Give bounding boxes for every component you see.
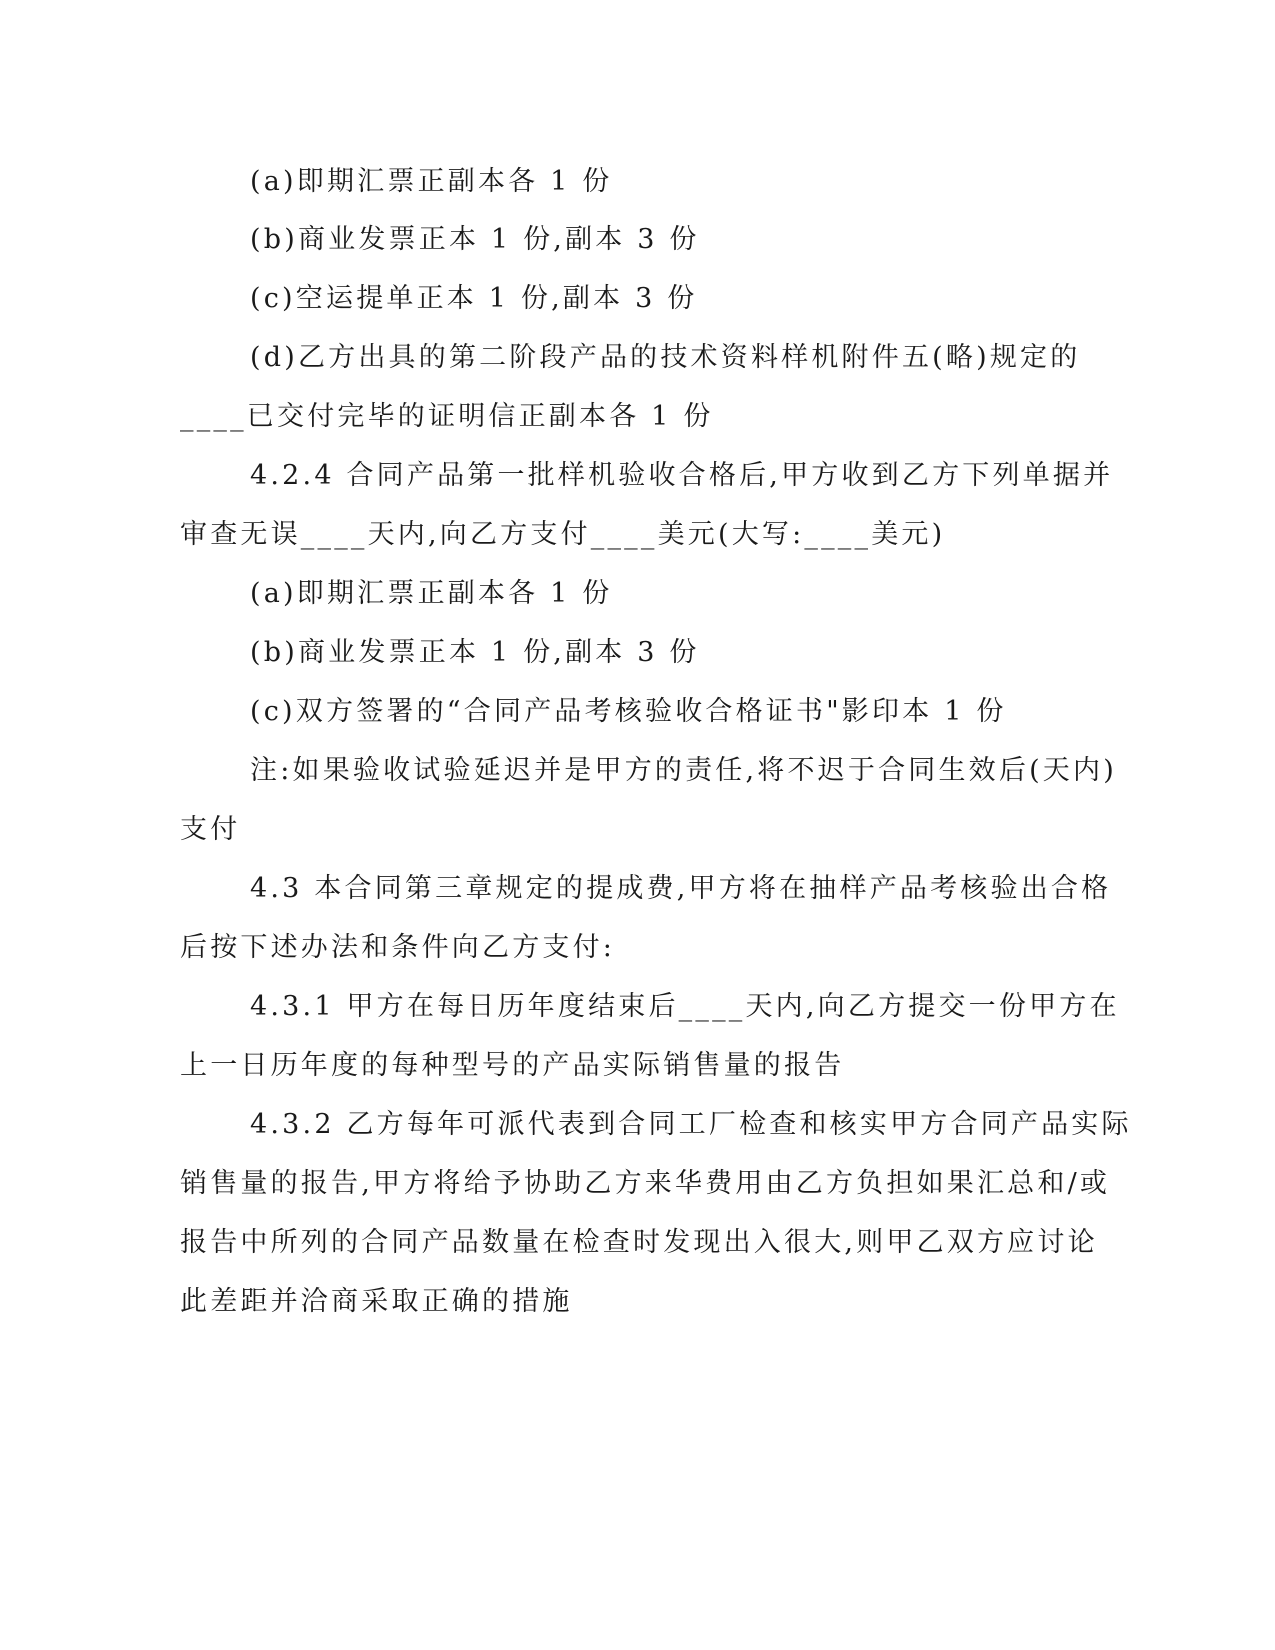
note-delay: 注:如果验收试验延迟并是甲方的责任,将不迟于合同生效后(天内) bbox=[250, 755, 1117, 786]
item-d-technical-docs: (d)乙方出具的第二阶段产品的技术资料样机附件五(略)规定的 bbox=[250, 342, 1081, 373]
item-b-commercial-invoice-2: (b)商业发票正本 1 份,副本 3 份 bbox=[250, 637, 700, 668]
clause-4-2-4-continuation: 审查无误____天内,向乙方支付____美元(大写:____美元) bbox=[180, 519, 946, 550]
clause-4-3-continuation: 后按下述办法和条件向乙方支付: bbox=[180, 932, 616, 963]
clause-4-3-2-line-2: 销售量的报告,甲方将给予协助乙方来华费用由乙方负担如果汇总和/或 bbox=[180, 1168, 1111, 1199]
item-a-bill-of-exchange: (a)即期汇票正副本各 1 份 bbox=[250, 166, 613, 197]
clause-4-3: 4.3 本合同第三章规定的提成费,甲方将在抽样产品考核验出合格 bbox=[250, 873, 1112, 904]
item-a-bill-of-exchange-2: (a)即期汇票正副本各 1 份 bbox=[250, 578, 613, 609]
clause-4-3-2-line-4: 此差距并洽商采取正确的措施 bbox=[180, 1286, 573, 1317]
item-c-acceptance-certificate: (c)双方签署的“合同产品考核验收合格证书"影印本 1 份 bbox=[250, 696, 1007, 727]
clause-4-3-1: 4.3.1 甲方在每日历年度结束后____天内,向乙方提交一份甲方在 bbox=[250, 991, 1120, 1022]
clause-4-3-1-continuation: 上一日历年度的每种型号的产品实际销售量的报告 bbox=[180, 1050, 845, 1081]
clause-4-2-4: 4.2.4 合同产品第一批样机验收合格后,甲方收到乙方下列单据并 bbox=[250, 460, 1114, 491]
clause-4-3-2: 4.3.2 乙方每年可派代表到合同工厂检查和核实甲方合同产品实际 bbox=[250, 1109, 1132, 1140]
item-b-commercial-invoice: (b)商业发票正本 1 份,副本 3 份 bbox=[250, 224, 700, 255]
item-c-air-waybill: (c)空运提单正本 1 份,副本 3 份 bbox=[250, 283, 698, 314]
clause-4-3-2-line-3: 报告中所列的合同产品数量在检查时发现出入很大,则甲乙双方应讨论 bbox=[180, 1227, 1098, 1258]
item-d-continuation: ____已交付完毕的证明信正副本各 1 份 bbox=[180, 401, 714, 432]
note-delay-continuation: 支付 bbox=[180, 814, 241, 845]
